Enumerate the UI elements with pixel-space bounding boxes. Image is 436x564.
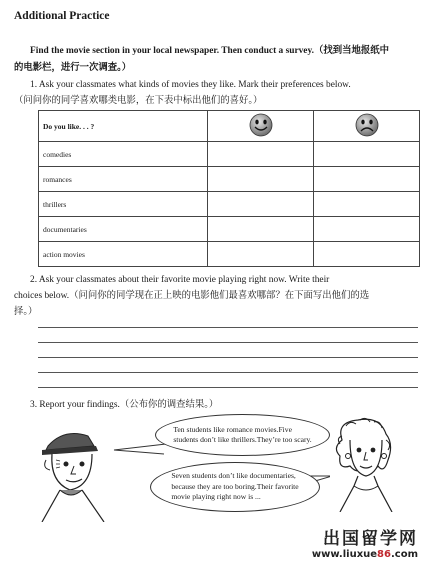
q1-line-2: （问问你的同学喜欢哪类电影，在下表中标出他们的喜好。）	[14, 96, 263, 106]
dislike-cell[interactable]	[314, 167, 420, 192]
row-label: romances	[39, 167, 208, 192]
like-column-header	[208, 111, 314, 142]
row-label: action movies	[39, 242, 208, 267]
writing-line[interactable]	[38, 387, 418, 388]
intro-line-1	[30, 43, 389, 59]
smiley-face-icon	[247, 112, 275, 138]
like-cell[interactable]	[208, 167, 314, 192]
survey-table	[38, 110, 420, 267]
url-prefix: www.liuxue	[311, 549, 378, 560]
q3-line-1: 3. Report your findings.（公布你的调查结果。）	[30, 400, 219, 410]
q2-line-2: choices below.（问问你的同学现在正上映的电影他们最喜欢哪部？在下面写出他们的选	[14, 291, 370, 301]
girl-illustration	[328, 414, 402, 512]
like-cell[interactable]	[208, 217, 314, 242]
table-row	[39, 217, 420, 242]
writing-line[interactable]	[38, 357, 418, 358]
table-row	[39, 192, 420, 217]
page-title: Additional Practice	[14, 10, 110, 22]
url-suffix: .com	[390, 549, 418, 560]
speech-bubble-bottom	[150, 462, 320, 512]
writing-line[interactable]	[38, 342, 418, 343]
bubble-bottom-line: Seven students don’t like documentaries,	[171, 471, 296, 481]
site-name: 出国留学网	[323, 529, 418, 549]
table-row	[39, 142, 420, 167]
table-header-row	[39, 111, 420, 142]
like-cell[interactable]	[208, 192, 314, 217]
watermark	[312, 524, 418, 560]
intro-line-2: 的电影栏，进行一次调查。）	[14, 63, 132, 73]
bubble-bottom-line: because they are too boring.Their favorite	[171, 481, 299, 491]
q2-line-3: 择。）	[14, 307, 38, 317]
bubble-top-line: students don’t like thrillers.They’re too scary.	[173, 435, 312, 444]
q1-line-1: 1. Ask your classmates what kinds of movies they like. Mark their preferences below.	[30, 80, 351, 90]
bubble-top-line: Ten students like romance movies.Five	[173, 424, 292, 434]
row-label: thrillers	[39, 192, 208, 217]
table-row	[39, 167, 420, 192]
speech-bubble-top	[155, 414, 330, 456]
dislike-cell[interactable]	[314, 142, 420, 167]
row-label: documentaries	[39, 217, 208, 242]
dislike-cell[interactable]	[314, 242, 420, 267]
writing-line[interactable]	[38, 372, 418, 373]
intro-cn-1: （找到当地报纸中	[313, 46, 389, 56]
frowny-face-icon	[353, 112, 381, 138]
dislike-column-header	[314, 111, 420, 142]
writing-line[interactable]	[38, 327, 418, 328]
row-label: comedies	[39, 142, 208, 167]
dislike-cell[interactable]	[314, 217, 420, 242]
url-number: 86	[377, 549, 391, 560]
table-row	[39, 242, 420, 267]
table-header: Do you like. . . ?	[39, 111, 208, 142]
like-cell[interactable]	[208, 242, 314, 267]
site-url[interactable]	[312, 549, 418, 560]
q2-line-1: 2. Ask your classmates about their favorite movie playing right now. Write their	[30, 275, 330, 285]
bubble-bottom-line: movie playing right now is ...	[171, 492, 261, 502]
dislike-cell[interactable]	[314, 192, 420, 217]
like-cell[interactable]	[208, 142, 314, 167]
intro-bold: Find the movie section in your local newspaper. Then conduct a survey.	[30, 46, 314, 56]
